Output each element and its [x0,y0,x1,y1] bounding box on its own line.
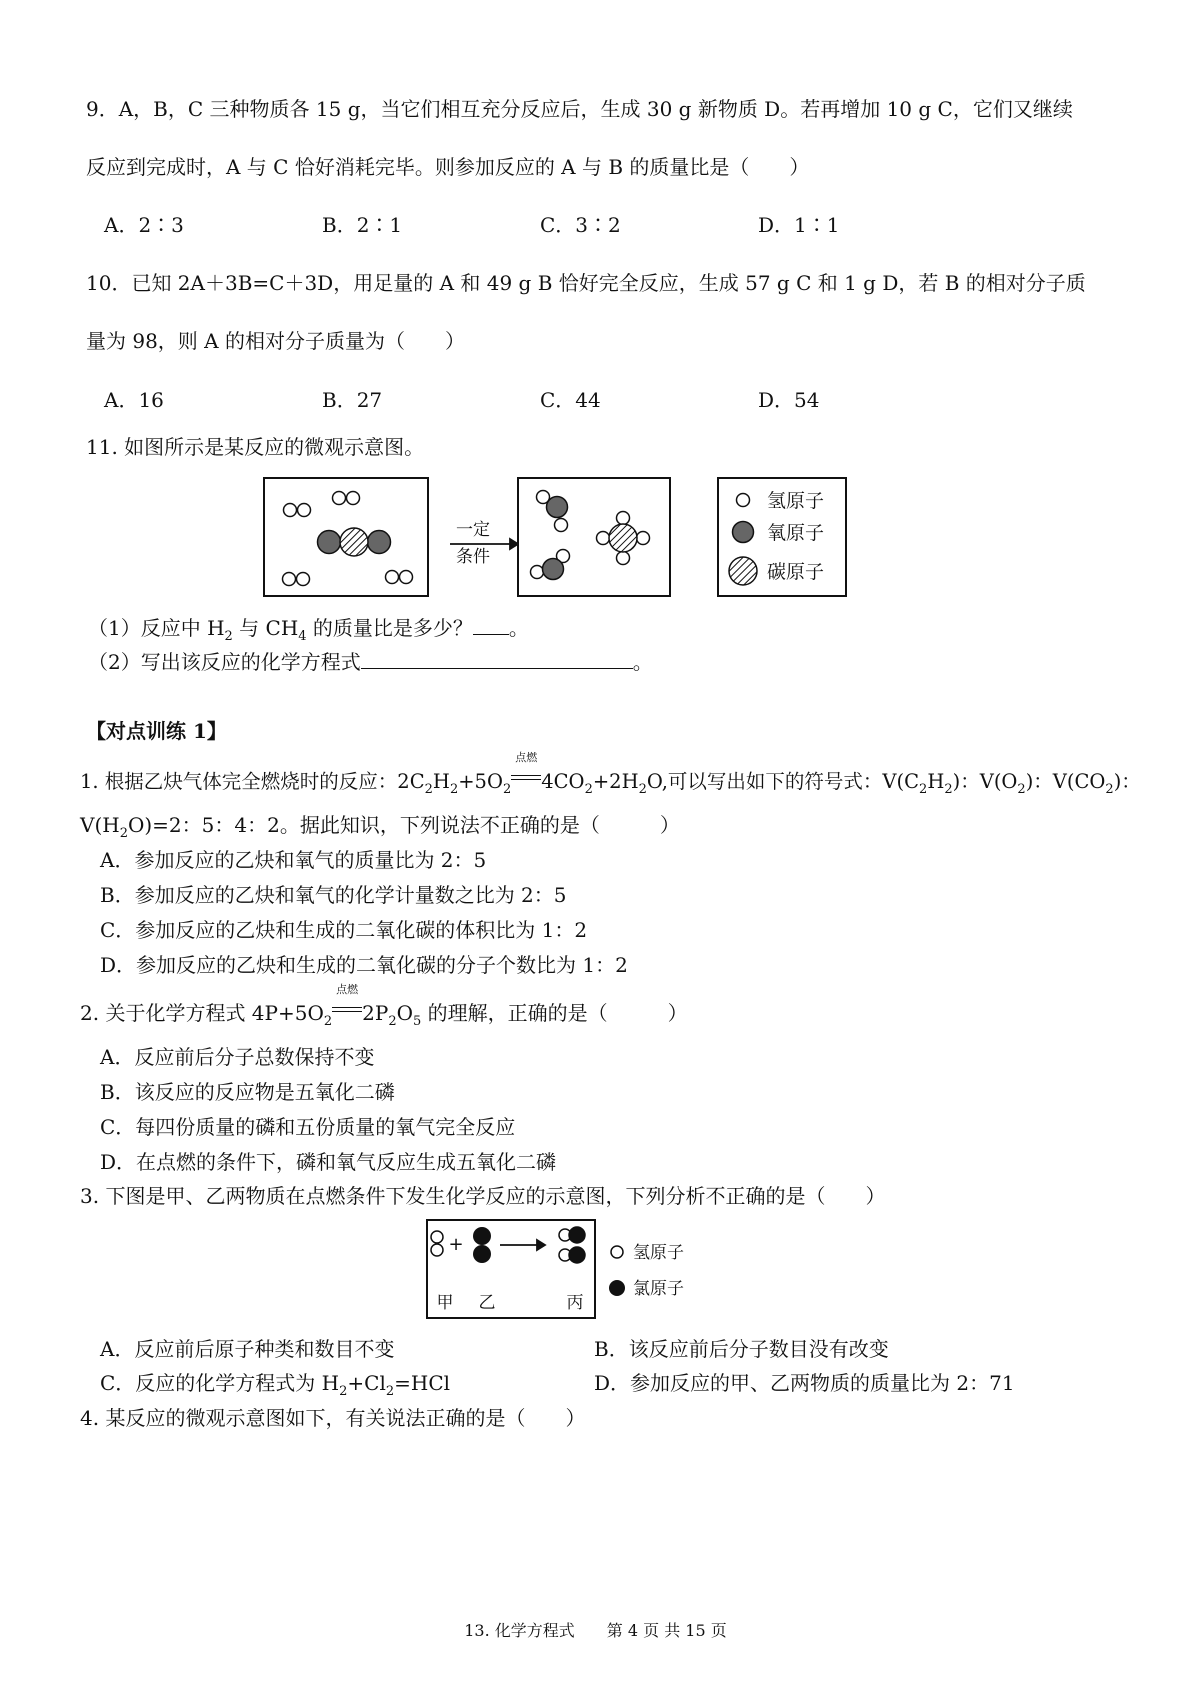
subscript: 2 [638,781,647,797]
subscript: 2 [385,1384,395,1399]
t4-stem: 4. 某反应的微观示意图如下，有关说法正确的是（ ） [80,1406,586,1430]
legend-hydrogen-label: 氢原子 [767,490,825,512]
t3-option-c [100,1370,451,1399]
legend-hydrogen-icon [611,1246,623,1258]
t2-condition-label: 点燃 [336,983,359,996]
legend-chlorine-label: 氯原子 [633,1279,684,1299]
t1-option-d: D．参加反应的乙炔和生成的二氧化碳的分子个数比为 1：2 [100,953,628,977]
subscript: 2 [1017,781,1026,797]
q9-stem-line1: 9．A，B，C 三种物质各 15 g，当它们相互充分反应后，生成 30 g 新物质 D。若再增加 10 g C，它们又继续 [86,97,1073,121]
t1-text: H [432,770,450,793]
t2-option-a: A．反应前后分子总数保持不变 [100,1045,375,1069]
t3-label-yi: 乙 [478,1293,496,1313]
t3-label-bing: 丙 [566,1293,584,1313]
subscript: 2 [1105,781,1114,797]
q11-sub1-answer-blank[interactable] [473,616,509,635]
subscript: 2 [919,781,928,797]
subscript: 2 [119,826,128,841]
subscript: 4 [298,629,307,644]
q10-option-b: B．27 [322,388,383,412]
subscript: 2 [584,781,593,797]
t3-label-jia: 甲 [436,1293,454,1313]
t2-text: 2. 关于化学方程式 4P+5O [80,1001,324,1025]
t3-hcl-molecule [559,1227,585,1243]
equals-bars [332,1007,362,1012]
t1-reaction-condition-mark [511,751,541,788]
t2-option-d: D．在点燃的条件下，磷和氧气反应生成五氧化二磷 [100,1150,557,1174]
section-title: 【对点训练 1】 [86,719,227,743]
equals-bars [511,775,541,780]
q11-sub1 [88,615,529,644]
q11-sub2-text: （2）写出该反应的化学方程式 [88,650,361,674]
t2-text: O [396,1001,414,1025]
t1-text: H [927,770,945,793]
t2-stem [80,983,688,1029]
subscript: 2 [224,629,233,644]
subscript: 2 [339,1384,348,1399]
subscript: 2 [449,781,459,797]
q11-sub1-text: 。 [508,616,529,640]
t1-text: )：V(CO [1025,770,1106,793]
subscript: 2 [323,1014,333,1029]
q10-option-a: A．16 [104,388,164,412]
t1-text: +2H [592,770,639,793]
legend-hydrogen-label: 氢原子 [633,1243,684,1263]
q11-stem: 11. 如图所示是某反应的微观示意图。 [86,435,425,459]
q11-sub2-text: 。 [632,650,653,674]
q11-sub2 [88,649,653,675]
q11-sub1-text: 的质量比是多少？ [306,616,473,640]
q9-option-a: A．2∶3 [104,213,184,237]
t1-stem-line1 [80,751,1141,797]
t1-condition-label: 点燃 [515,751,538,764]
t3-option-c-text: =HCl [394,1371,451,1395]
t1-option-a: A．参加反应的乙炔和氧气的质量比为 2：5 [100,848,487,872]
t3-stem: 3. 下图是甲、乙两物质在点燃条件下发生化学反应的示意图，下列分析不正确的是（ ） [80,1184,886,1208]
page-footer: 13. 化学方程式 第 4 页 共 15 页 [464,1621,727,1640]
legend-carbon-label: 碳原子 [767,561,825,583]
subscript: 2 [388,1014,397,1029]
q11-sub2-answer-blank[interactable] [361,650,633,669]
t2-option-b: B．该反应的反应物是五氧化二磷 [100,1080,395,1104]
q10-option-d: D．54 [758,388,820,412]
t3-option-d: D．参加反应的甲、乙两物质的质量比为 2：71 [594,1371,1015,1395]
subscript: 2 [424,781,433,797]
t1-text: +5O [458,770,503,793]
t1-stem-line2 [80,812,680,841]
subscript: 5 [413,1014,422,1029]
t1-text: 1. 根据乙炔气体完全燃烧时的反应：2C [80,770,425,793]
legend-chlorine-icon [609,1280,625,1296]
t1-text: )：V(O [952,770,1018,793]
legend-carbon-icon [729,557,757,585]
q9-option-d: D．1∶1 [758,213,840,237]
legend-hydrogen-icon [737,494,750,507]
q11-sub1-text: 与 CH [232,616,299,640]
t3-option-b: B．该反应前后分子数目没有改变 [594,1337,889,1361]
q9-stem-line2: 反应到完成时，A 与 C 恰好消耗完毕。则参加反应的 A 与 B 的质量比是（ ） [86,155,810,179]
q11-arrow-condition-bottom: 条件 [456,547,490,567]
t1-text: )： [1113,770,1141,793]
t1-text: O,可以写出如下的符号式：V(C [646,770,920,793]
t3-plus-sign: + [448,1234,464,1255]
q11-reaction-diagram [260,474,860,602]
t2-text: 的理解，正确的是（ ） [421,1001,688,1025]
t3-option-c-text: C．反应的化学方程式为 H [100,1371,340,1395]
q10-stem-line2: 量为 98，则 A 的相对分子质量为（ ） [86,329,465,353]
t2-reaction-condition-mark [332,983,362,1020]
subscript: 2 [502,781,512,797]
subscript: 2 [944,781,953,797]
t3-reaction-diagram [425,1218,695,1322]
legend-oxygen-label: 氧原子 [767,522,825,544]
t1-text: V(H [80,813,120,837]
t1-text: O)=2：5：4：2。据此知识，下列说法不正确的是（ ） [127,813,680,837]
q11-co2-molecule [318,528,391,556]
q10-option-c: C．44 [540,388,601,412]
t2-option-c: C．每四份质量的磷和五份质量的氧气完全反应 [100,1115,516,1139]
q11-arrow-condition-top: 一定 [456,520,490,540]
t3-option-c-text: +Cl [347,1371,386,1395]
t1-text: 4CO [541,770,585,793]
t1-option-b: B．参加反应的乙炔和氧气的化学计量数之比为 2：5 [100,883,567,907]
legend-oxygen-icon [733,522,754,543]
q9-option-c: C．3∶2 [540,213,621,237]
t1-option-c: C．参加反应的乙炔和生成的二氧化碳的体积比为 1：2 [100,918,588,942]
q9-option-b: B．2∶1 [322,213,403,237]
t2-text: 2P [362,1001,389,1025]
q10-stem-line1: 10．已知 2A＋3B=C＋3D，用足量的 A 和 49 g B 恰好完全反应，生成 57 g C 和 1 g D，若 B 的相对分子质 [86,271,1086,295]
t3-option-a: A．反应前后原子种类和数目不变 [100,1337,395,1361]
q11-sub1-text: （1）反应中 H [88,616,225,640]
t3-hcl-molecule [559,1247,585,1263]
